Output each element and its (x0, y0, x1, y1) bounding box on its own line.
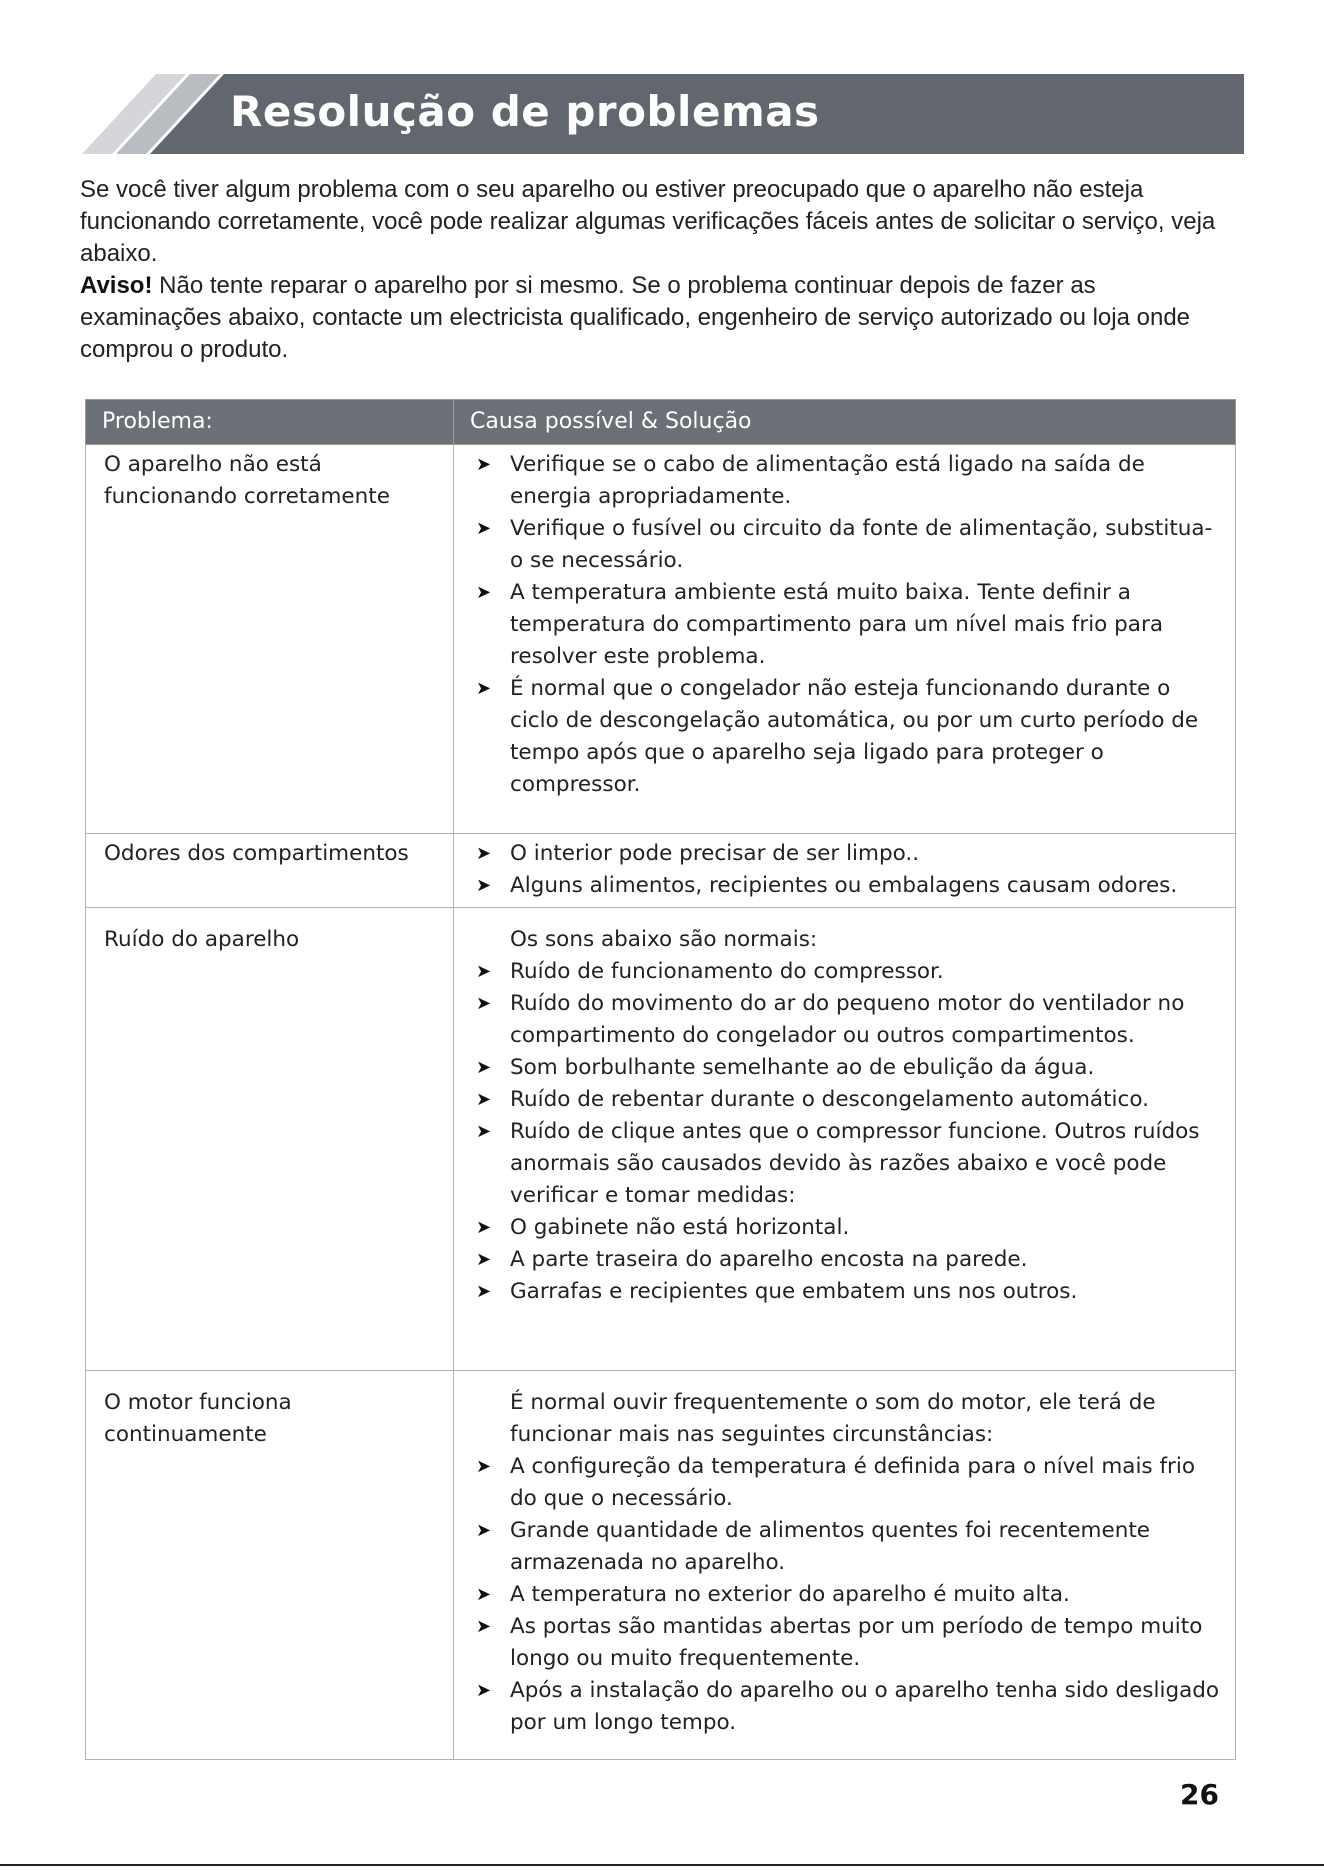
list-item: ➤ A parte traseira do aparelho encosta na parede. (474, 1244, 1221, 1276)
troubleshooting-table (85, 399, 1236, 1760)
solution-list (474, 956, 1221, 1308)
table-row (86, 445, 1236, 834)
table-row (86, 834, 1236, 908)
list-item: ➤ Alguns alimentos, recipientes ou embalagens causam odores. (474, 870, 1221, 902)
solution-list (474, 1451, 1221, 1739)
solution-cell (454, 445, 1236, 834)
list-item: ➤ A temperatura no exterior do aparelho é muito alta. (474, 1579, 1221, 1611)
page-number: 26 (1180, 1778, 1219, 1811)
table-header-row (86, 400, 1236, 445)
problem-cell: O motor funciona continuamente (86, 1371, 454, 1760)
intro-text (80, 174, 1230, 366)
page-title: Resolução de problemas (230, 87, 820, 136)
footer-rule (0, 1864, 1324, 1866)
list-item: ➤ O gabinete não está horizontal. (474, 1212, 1221, 1244)
list-item: ➤ Verifique o fusível ou circuito da fonte de alimentação, substitua-o se necessário. (474, 513, 1221, 577)
problem-cell: Ruído do aparelho (86, 908, 454, 1371)
solution-lead: É normal ouvir frequentemente o som do motor, ele terá de funcionar mais nas seguintes circunstâncias: (510, 1390, 1156, 1447)
solution-cell (454, 908, 1236, 1371)
solution-cell (454, 1371, 1236, 1760)
solution-list (474, 838, 1221, 902)
solution-list (474, 449, 1221, 801)
list-item: ➤ As portas são mantidas abertas por um período de tempo muito longo ou muito frequentemente. (474, 1611, 1221, 1675)
list-item: ➤ É normal que o congelador não esteja funcionando durante o ciclo de descongelação automática, ou por um curto período de tempo após que o aparelho seja ligado para proteger o compressor. (474, 673, 1221, 801)
warning-label: Aviso! (80, 272, 153, 299)
list-item: ➤ Ruído de funcionamento do compressor. (474, 956, 1221, 988)
list-item: ➤ Ruído do movimento do ar do pequeno motor do ventilador no compartimento do congelador ou outros compartimentos. (474, 988, 1221, 1052)
solution-cell (454, 834, 1236, 908)
warning-text: Não tente reparar o aparelho por si mesmo. Se o problema continuar depois de fazer as examinações abaixo, contacte um electricista qualificado, engenheiro de serviço autorizado ou loja onde comprou o produto. (80, 272, 1191, 363)
list-item: ➤ O interior pode precisar de ser limpo.. (474, 838, 1221, 870)
problem-cell: O aparelho não está funcionando corretamente (86, 445, 454, 834)
list-item: ➤ Ruído de clique antes que o compressor funcione. Outros ruídos anormais são causados devido às razões abaixo e você pode verificar e tomar medidas: (474, 1116, 1221, 1212)
solution-lead: Os sons abaixo são normais: (510, 927, 818, 952)
list-item: ➤ Após a instalação do aparelho ou o aparelho tenha sido desligado por um longo tempo. (474, 1675, 1221, 1739)
list-item: ➤ Som borbulhante semelhante ao de ebulição da água. (474, 1052, 1221, 1084)
problem-cell: Odores dos compartimentos (86, 834, 454, 908)
column-header-solution: Causa possível & Solução (454, 400, 1236, 445)
list-item: ➤ A temperatura ambiente está muito baixa. Tente definir a temperatura do compartimento para um nível mais frio para resolver este problema. (474, 577, 1221, 673)
list-item: ➤ A configureção da temperatura é definida para o nível mais frio do que o necessário. (474, 1451, 1221, 1515)
intro-paragraph: Se você tiver algum problema com o seu aparelho ou estiver preocupado que o aparelho não esteja funcionando corretamente, você pode realizar algumas verificações fáceis antes de solicitar o serviço, veja abaixo. (80, 176, 1216, 267)
table-row (86, 1371, 1236, 1760)
list-item: ➤ Ruído de rebentar durante o descongelamento automático. (474, 1084, 1221, 1116)
column-header-problem: Problema: (86, 400, 454, 445)
list-item: ➤ Grande quantidade de alimentos quentes foi recentemente armazenada no aparelho. (474, 1515, 1221, 1579)
list-item: ➤ Verifique se o cabo de alimentação está ligado na saída de energia apropriadamente. (474, 449, 1221, 513)
table-row (86, 908, 1236, 1371)
list-item: ➤ Garrafas e recipientes que embatem uns nos outros. (474, 1276, 1221, 1308)
warning-paragraph (80, 270, 1230, 366)
